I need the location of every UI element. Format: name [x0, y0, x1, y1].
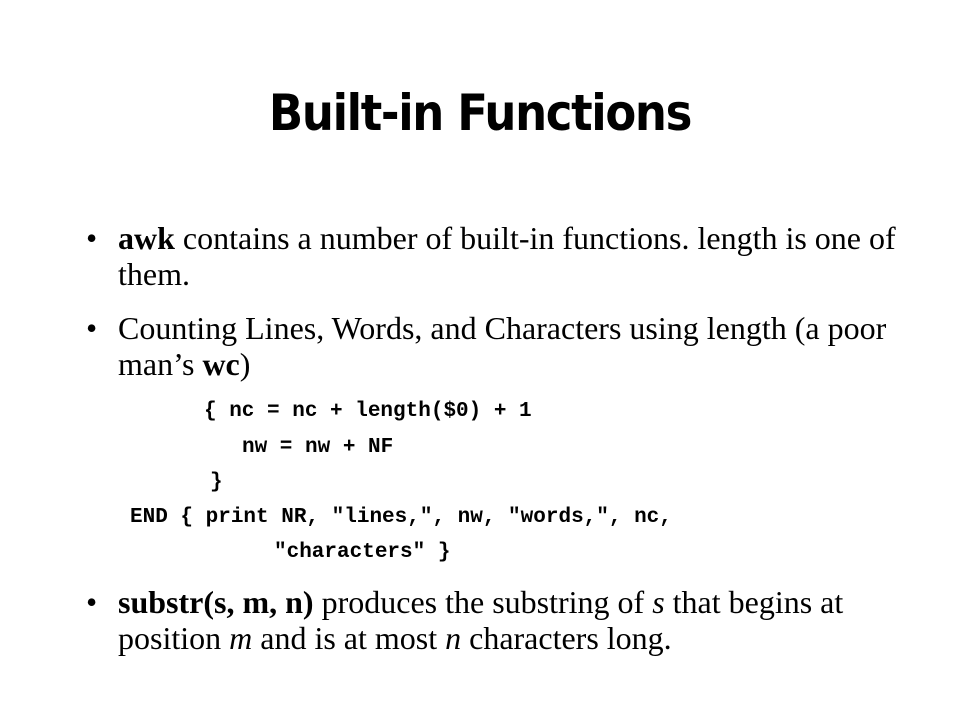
bullet-marker: • — [86, 220, 98, 256]
code-line-4: END { print NR, "lines,", nw, "words,", nc, — [130, 506, 672, 529]
bullet-awk-text: contains a number of built-in functions. length is one of them. — [118, 220, 896, 292]
code-line-3: } — [210, 471, 223, 494]
awk-command: awk — [118, 220, 175, 256]
wc-command: wc — [202, 346, 240, 382]
bullet-substr — [76, 584, 936, 656]
var-s: s — [652, 584, 665, 620]
code-line-5: "characters" } — [274, 541, 451, 564]
bullet-counting-text: Counting Lines, Words, and Characters using length (a poor man’s — [118, 310, 887, 382]
bullet-counting-close: ) — [239, 346, 251, 382]
substr-signature: substr(s, m, n) — [118, 584, 314, 620]
code-line-2: nw = nw + NF — [242, 436, 394, 459]
bullet-counting — [76, 310, 936, 382]
substr-text-2: that begins at position — [118, 584, 844, 656]
var-m: m — [229, 620, 253, 656]
bullet-text — [118, 220, 936, 292]
substr-text-1: produces the substring of — [313, 584, 653, 620]
bullet-marker: • — [86, 584, 98, 620]
code-line-1: { nc = nc + length($0) + 1 — [204, 400, 532, 423]
bullet-text — [118, 584, 936, 656]
bullet-text — [118, 310, 936, 382]
bullet-marker: • — [86, 310, 98, 346]
bullet-awk-functions — [76, 220, 936, 292]
substr-text-4: characters long. — [461, 620, 672, 656]
slide-title: Built-in Functions — [268, 84, 692, 142]
substr-text-3: and is at most — [252, 620, 446, 656]
var-n: n — [445, 620, 462, 656]
